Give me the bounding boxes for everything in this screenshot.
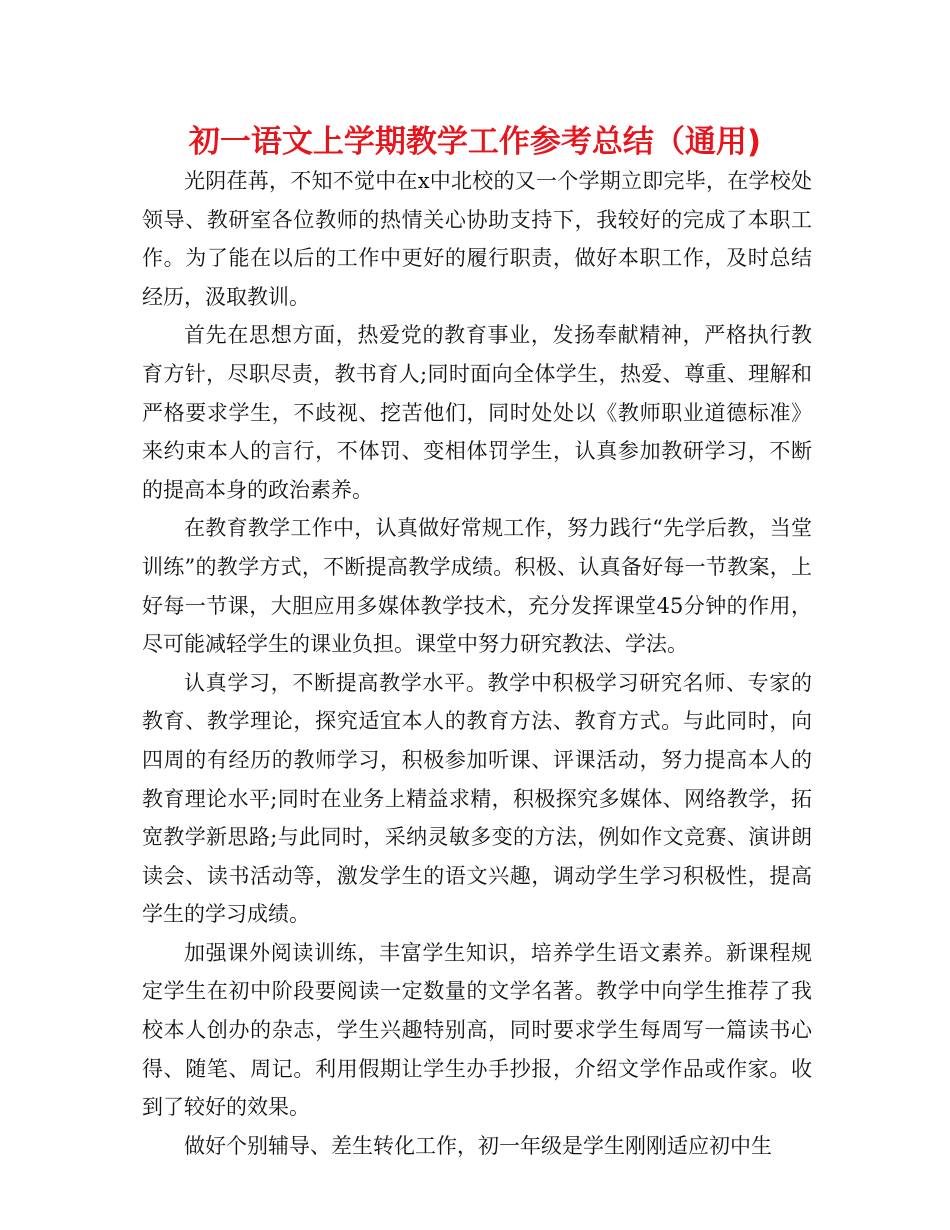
paragraph-tutoring: 做好个别辅导、差生转化工作，初一年级是学生刚刚适应初中生 — [184, 1133, 772, 1158]
paragraph-intro: 光阴荏苒，不知不觉中在x中北校的又一个学期立即完毕，在学校处领导、教研室各位教师的热情关心协助支持下，我较好的完成了本职工作。为了能在以后的工作中更好的履行职责，做好本职工作，及时总结经历，汲取教训。 — [142, 169, 812, 309]
document-title: 初一语文上学期教学工作参考总结（通用) — [188, 124, 762, 160]
paragraph-ideology: 首先在思想方面，热爱党的教育事业，发扬奉献精神，严格执行教育方针，尽职尽责，教书育人;同时面向全体学生，热爱、尊重、理解和严格要求学生，不歧视、挖苦他们，同时处处以《教师职业道德标准》来约束本人的言行，不体罚、变相体罚学生，认真参加教研学习，不断的提高本身的政治素养。 — [142, 323, 812, 502]
paragraph-reading: 加强课外阅读训练，丰富学生知识，培养学生语文素养。新课程规定学生在初中阶段要阅读一定数量的文学名著。教学中向学生推荐了我校本人创办的杂志，学生兴趣特别高，同时要求学生每周写一篇读书心得、随笔、周记。利用假期让学生办手抄报，介绍文学作品或作家。收到了较好的效果。 — [142, 940, 812, 1120]
paragraph-study: 认真学习，不断提高教学水平。教学中积极学习研究名师、专家的教育、教学理论，探究适宜本人的教育方法、教育方式。与此同时，向四周的有经历的教师学习，积极参加听课、评课活动，努力提高本人的教育理论水平;同时在业务上精益求精，积极探究多媒体、网络教学，拓宽教学新思路;与此同时，采纳灵敏多变的方法，例如作文竞赛、演讲朗读会、读书活动等，激发学生的语文兴趣，调动学生学习积极性，提高学生的学习成绩。 — [142, 670, 812, 927]
paragraph-teaching: 在教育教学工作中，认真做好常规工作，努力践行“先学后教，当堂训练”的教学方式，不断提高教学成绩。积极、认真备好每一节教案，上好每一节课，大胆应用多媒体教学技术，充分发挥课堂45分钟的作用，尽可能减轻学生的课业负担。课堂中努力研究教法、学法。 — [142, 516, 812, 657]
document-body — [142, 162, 812, 1165]
